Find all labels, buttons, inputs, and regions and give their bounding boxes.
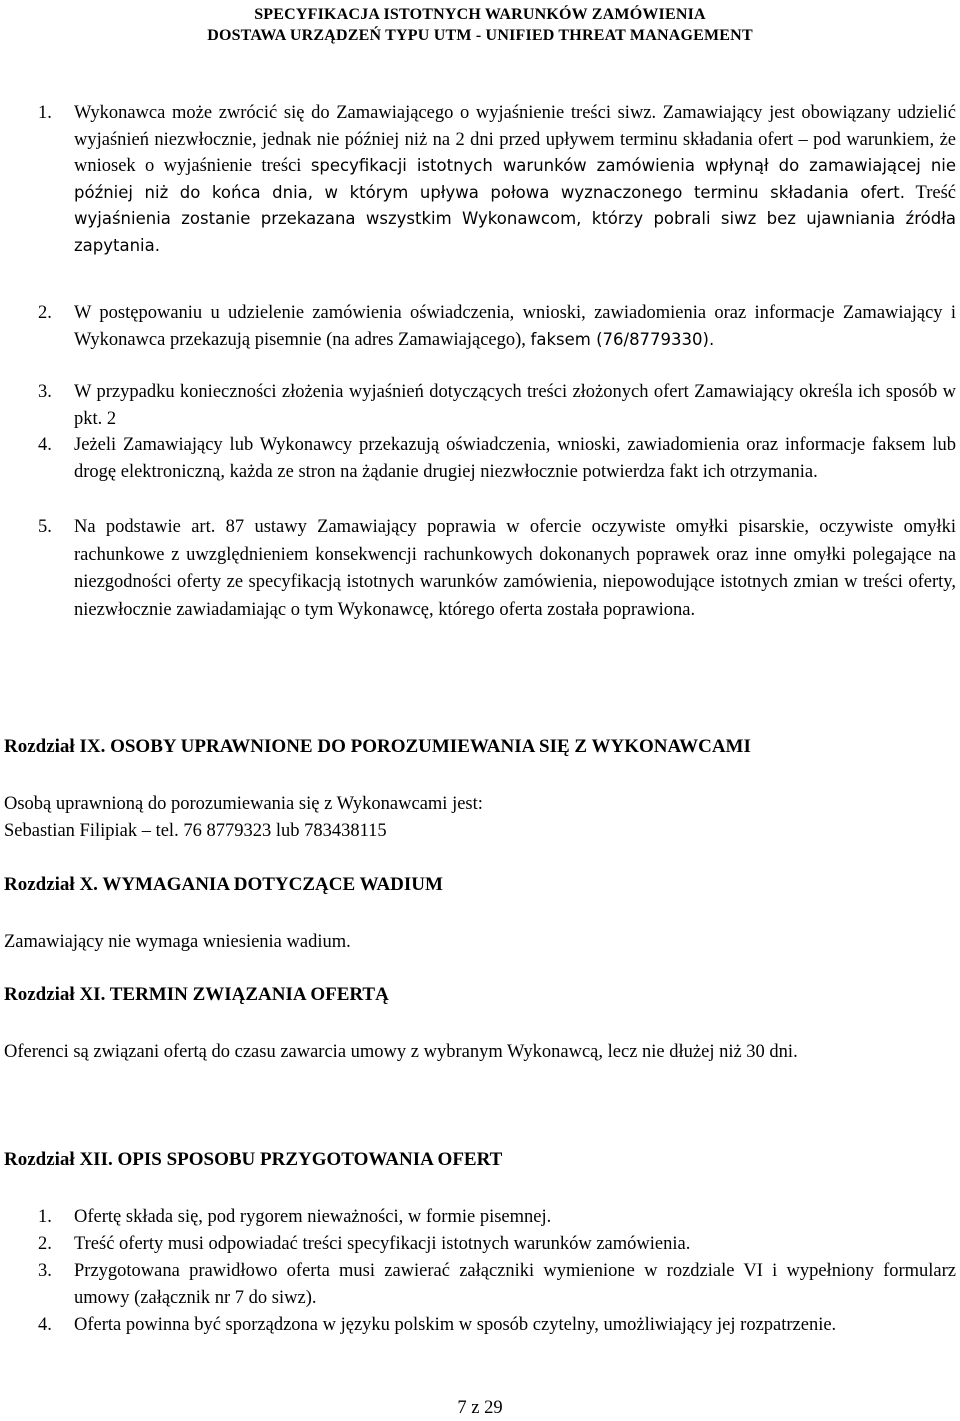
list-text-part: W postępowaniu u udzielenie zamówienia oświadczenia, wnioski, zawiadomienia oraz informacje Zamawiający i Wykonawca przekazują pisemnie (na adres Zamawiającego), xyxy=(74,303,956,350)
list-number: 4. xyxy=(38,435,52,455)
list-text: Oferta powinna być sporządzona w języku polskim w sposób czytelny, umożliwiający jej rozpatrzenie. xyxy=(74,1315,837,1335)
document-header-subtitle: DOSTAWA URZĄDZEŃ TYPU UTM - UNIFIED THREAT MANAGEMENT xyxy=(207,27,753,44)
list-number: 2. xyxy=(38,303,52,323)
list-text-part-sans: wyjaśnienia zostanie przekazana wszystkim Wykonawcom, którzy pobrali siwz bez ujawniania źródła zapytania. xyxy=(74,209,956,255)
contact-details: Sebastian Filipiak – tel. 76 8779323 lub 783438115 xyxy=(4,821,387,841)
section-text: Zamawiający nie wymaga wniesienia wadium. xyxy=(4,932,351,952)
list-text-part-sans: faksem (76/8779330). xyxy=(530,329,715,349)
list-text xyxy=(74,300,956,353)
list-number: 3. xyxy=(38,382,52,402)
document-header-title: SPECYFIKACJA ISTOTNYCH WARUNKÓW ZAMÓWIENIA xyxy=(254,6,706,23)
list-text: Przygotowana prawidłowo oferta musi zawierać załączniki wymienione w rozdziale VI i wypełniony formularz umowy (załącznik nr 7 do siwz). xyxy=(74,1261,956,1308)
list-text: Ofertę składa się, pod rygorem nieważności, w formie pisemnej. xyxy=(74,1207,552,1227)
contact-intro: Osobą uprawnioną do porozumiewania się z Wykonawcami jest: xyxy=(4,794,483,814)
list-text: Treść oferty musi odpowiadać treści specyfikacji istotnych warunków zamówienia. xyxy=(74,1234,691,1254)
section-text: Oferenci są związani ofertą do czasu zawarcia umowy z wybranym Wykonawcą, lecz nie dłużej niż 30 dni. xyxy=(4,1042,798,1062)
list-number: 1. xyxy=(38,103,52,123)
section-heading: Rozdział XI. TERMIN ZWIĄZANIA OFERTĄ xyxy=(4,984,389,1005)
list-number: 2. xyxy=(38,1234,52,1254)
section-heading: Rozdział XII. OPIS SPOSOBU PRZYGOTOWANIA OFERT xyxy=(4,1149,503,1170)
list-text-part: Treść xyxy=(904,182,956,203)
list-number: 5. xyxy=(38,517,52,537)
list-number: 1. xyxy=(38,1207,52,1227)
list-text-part-sans: specyfikacji istotnych warunków zamówienia wpłynął do zamawiającej nie później niż do końca dnia, w którym upływa połowa wyznaczonego terminu składania ofert. xyxy=(74,156,957,202)
list-number: 3. xyxy=(38,1261,52,1281)
list-text: W przypadku konieczności złożenia wyjaśnień dotyczących treści złożonych ofert Zamawiający określa ich sposób w pkt. 2 xyxy=(74,382,956,429)
list-text-part: Wykonawca może zwrócić się do Zamawiającego o wyjaśnienie treści siwz. Zamawiający jest obowiązany udzielić wyjaśnień niezwłocznie, jednak nie później niż na 2 dni przed upływem terminu składania ofert – pod warunkiem, że wniosek o wyjaśnienie treści xyxy=(74,103,956,176)
list-text xyxy=(74,100,956,259)
list-text: Jeżeli Zamawiający lub Wykonawcy przekazują oświadczenia, wnioski, zawiadomienia oraz informacje faksem lub drogę elektroniczną, każda ze stron na żądanie drugiej niezwłocznie potwierdza fakt ich otrzymania. xyxy=(74,435,956,482)
page-number: 7 z 29 xyxy=(457,1398,503,1418)
section-heading: Rozdział IX. OSOBY UPRAWNIONE DO POROZUMIEWANIA SIĘ Z WYKONAWCAMI xyxy=(4,736,751,757)
list-text: Na podstawie art. 87 ustawy Zamawiający poprawia w ofercie oczywiste omyłki pisarskie, oczywiste omyłki rachunkowe z uwzględnieniem konsekwencji rachunkowych dokonanych poprawek oraz inne omyłki polegające na niezgodności oferty ze specyfikacją istotnych warunków zamówienia, niepowodujące istotnych zmian w treści oferty, niezwłocznie zawiadamiając o tym Wykonawcę, którego oferta została poprawiona. xyxy=(74,517,956,620)
section-heading: Rozdział X. WYMAGANIA DOTYCZĄCE WADIUM xyxy=(4,874,443,895)
list-number: 4. xyxy=(38,1315,52,1335)
